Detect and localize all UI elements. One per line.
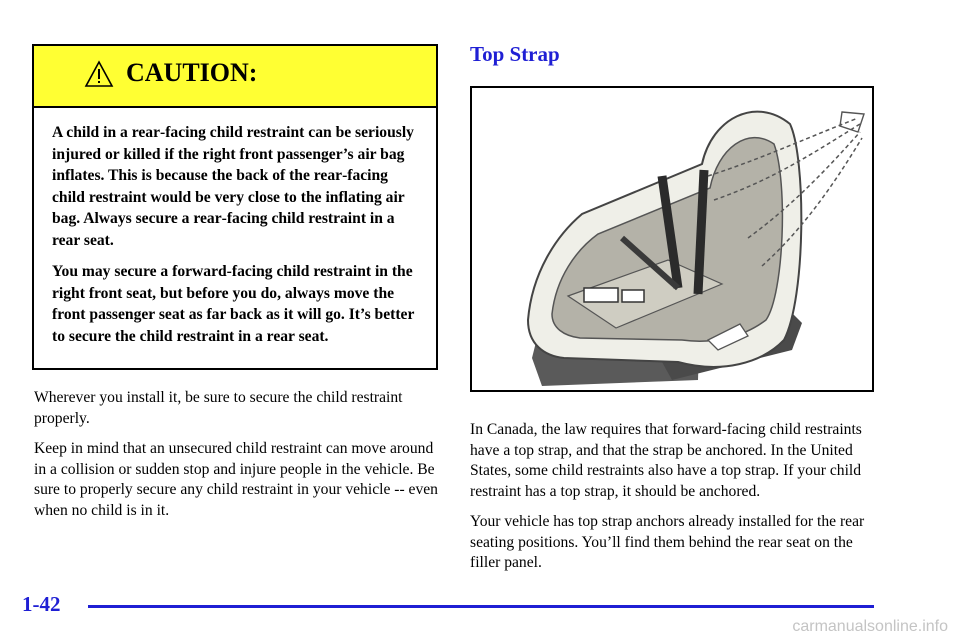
caution-body xyxy=(34,108,436,347)
right-body-text xyxy=(470,420,880,584)
caution-box xyxy=(32,44,438,370)
caution-paragraph: A child in a rear‑facing child restraint can be seriously injured or killed if the right front passenger’s air bag inflates. This is because the back of the rear‑facing child restraint would be very close to the inflating air bag. Always secure a rear‑facing child restraint in a rear seat. xyxy=(52,124,414,249)
watermark: carmanualsonline.info xyxy=(792,618,948,635)
body-paragraph: In Canada, the law requires that forward‑facing child restraints have a top strap, and that the strap be anchored. In the United States, some child restraints also have a top strap. If your child restraint has a top strap, it should be anchored. xyxy=(470,421,862,500)
body-paragraph: Your vehicle has top strap anchors already installed for the rear seating positions. You’ll find them behind the rear seat on the filler panel. xyxy=(470,513,865,571)
section-title: Top Strap xyxy=(470,42,560,66)
child-seat-figure xyxy=(470,86,874,392)
page-number: 1-42 xyxy=(22,592,61,616)
warning-triangle-icon xyxy=(84,60,114,88)
caution-header xyxy=(34,46,436,108)
caution-paragraph: You may secure a forward‑facing child restraint in the right front seat, but before you do, always move the front passenger seat as far back as it will go. It’s better to secure the child restraint in a rear seat. xyxy=(52,263,415,345)
body-paragraph: Keep in mind that an unsecured child restraint can move around in a collision or sudden stop and injure people in the vehicle. Be sure to properly secure any child restraint in your vehicle ‑‑ even when no child is in it. xyxy=(34,440,438,519)
footer-rule xyxy=(88,605,874,608)
caution-title: CAUTION: xyxy=(126,58,258,87)
body-paragraph: Wherever you install it, be sure to secure the child restraint properly. xyxy=(34,389,403,427)
child-seat-top-strap-illustration xyxy=(472,88,872,390)
left-body-text xyxy=(34,388,440,531)
